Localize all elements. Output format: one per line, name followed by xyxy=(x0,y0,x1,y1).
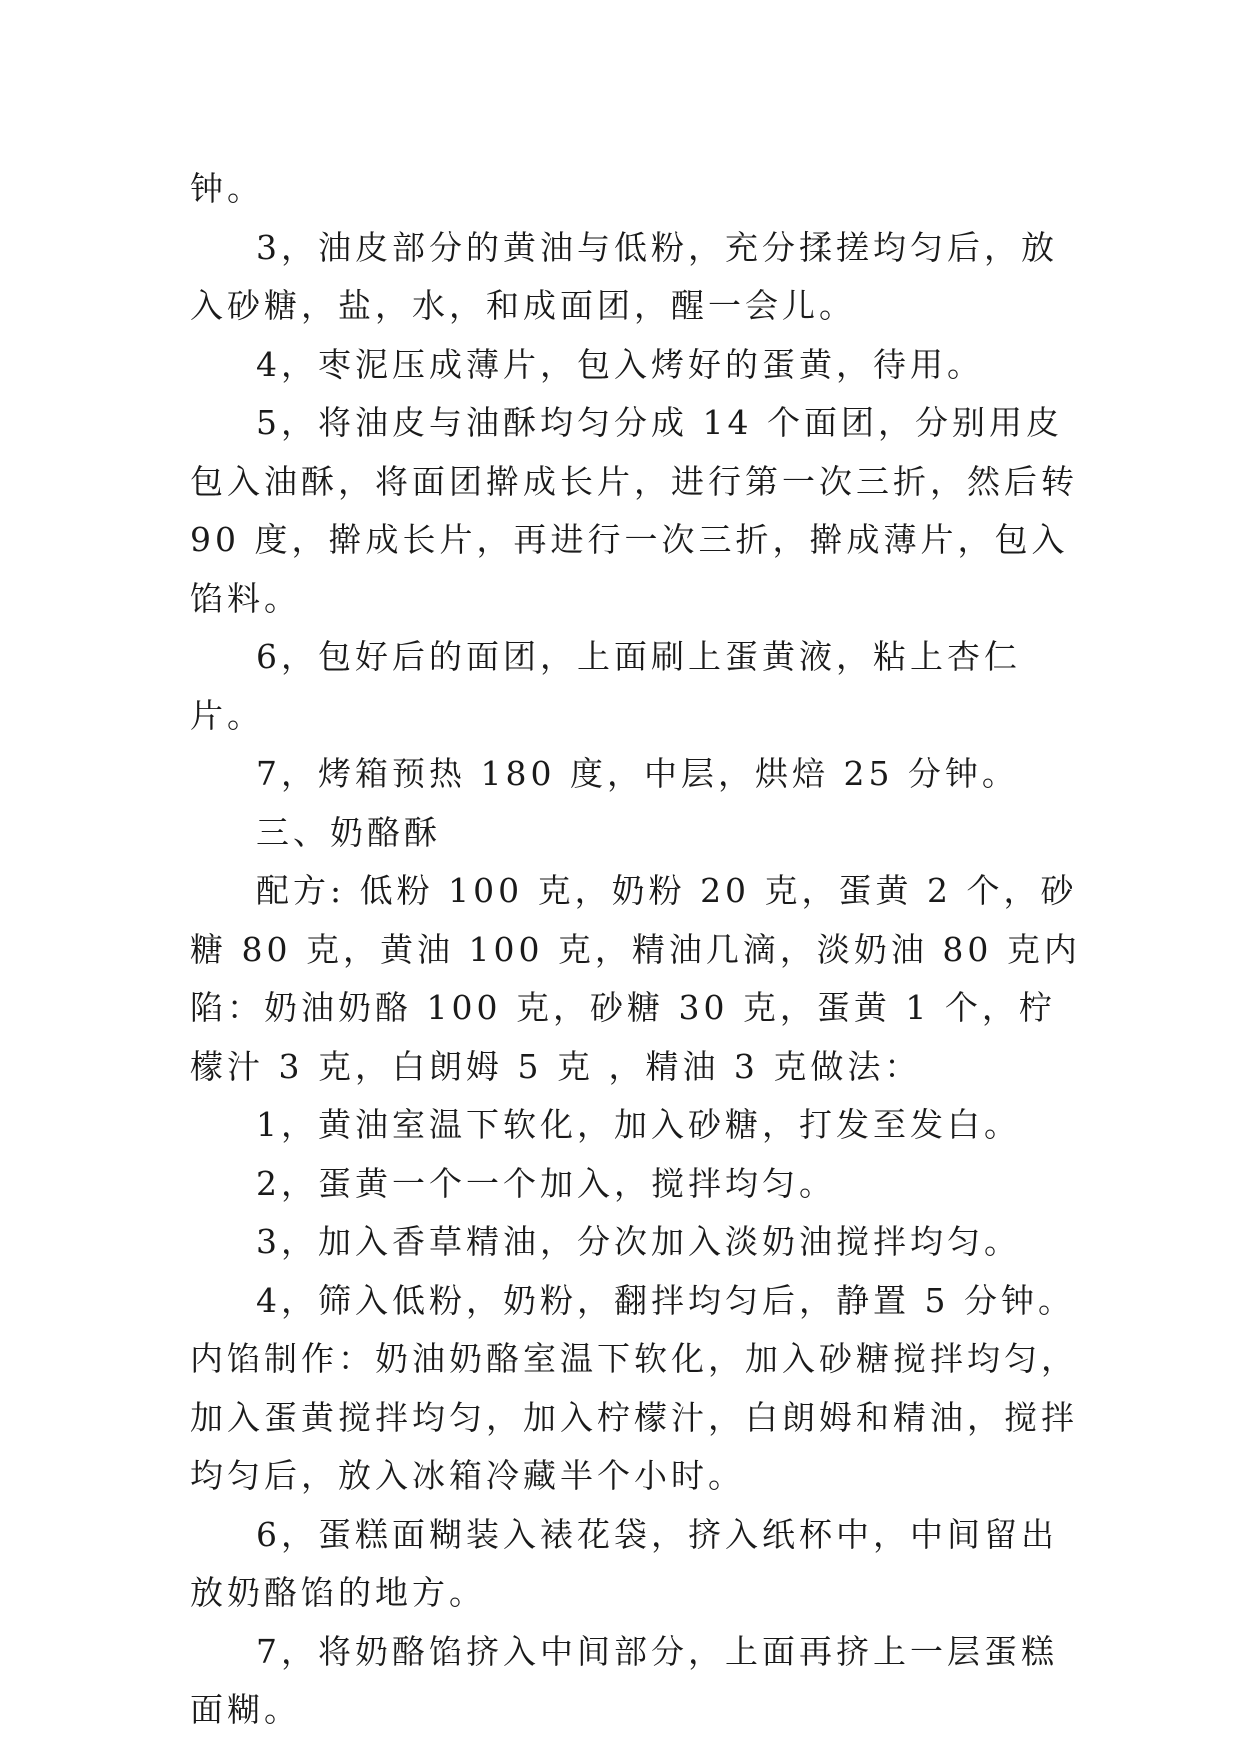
method-step-3-paragraph: 3，加入香草精油，分次加入淡奶油搅拌均匀。 xyxy=(256,1222,1021,1261)
paragraph-continuation: 钟。 xyxy=(190,169,264,208)
recipe-ingredients-paragraph: 配方: 低粉 100 克，奶粉 20 克，蛋黄 2 个，砂糖 80 克，黄油 100 克，精油几滴，淡奶油 80 克内陷：奶油奶酪 100 克，砂糖 30 克，蛋黄 1 个，柠檬汁 3 克，白朗姆 5 克 ，精油 3 克做法： xyxy=(190,871,1081,1086)
method-step-2-paragraph: 2，蛋黄一个一个加入，搅拌均匀。 xyxy=(256,1163,836,1203)
step-7-paragraph: 7，烤箱预热 180 度，中层，烘焙 25 分钟。 xyxy=(256,754,1019,793)
document-body xyxy=(190,160,1093,1740)
step-5-paragraph: 5，将油皮与油酥均匀分成 14 个面团，分别用皮包入油酥，将面团擀成长片，进行第一次三折，然后转 90 度，擀成长片，再进行一次三折，擀成薄片，包入馅料。 xyxy=(190,403,1093,618)
method-step-1-paragraph: 1，黄油室温下软化，加入砂糖，打发至发白。 xyxy=(256,1105,1021,1144)
section-heading: 三、奶酪酥 xyxy=(256,812,441,852)
step-3-paragraph: 3，油皮部分的黄油与低粉，充分揉搓均匀后，放入砂糖，盐，水，和成面团，醒一会儿。 xyxy=(190,227,1058,325)
step-6-paragraph: 6，包好后的面团，上面刷上蛋黄液，粘上杏仁片。 xyxy=(190,637,1021,735)
method-step-6-paragraph: 6，蛋糕面糊装入裱花袋，挤入纸杯中，中间留出放奶酪馅的地方。 xyxy=(190,1514,1058,1612)
step-4-paragraph: 4，枣泥压成薄片，包入烤好的蛋黄，待用。 xyxy=(256,344,984,384)
method-step-7-paragraph: 7，将奶酪馅挤入中间部分，上面再挤上一层蛋糕面糊。 xyxy=(190,1631,1058,1729)
method-step-4-paragraph: 4，筛入低粉，奶粉，翻拌均匀后，静置 5 分钟。 内馅制作：奶油奶酪室温下软化，加入砂糖搅拌均匀，加入蛋黄搅拌均匀，加入柠檬汁，白朗姆和精油，搅拌均匀后，放入冰箱冷藏半个小时。 xyxy=(190,1280,1090,1495)
